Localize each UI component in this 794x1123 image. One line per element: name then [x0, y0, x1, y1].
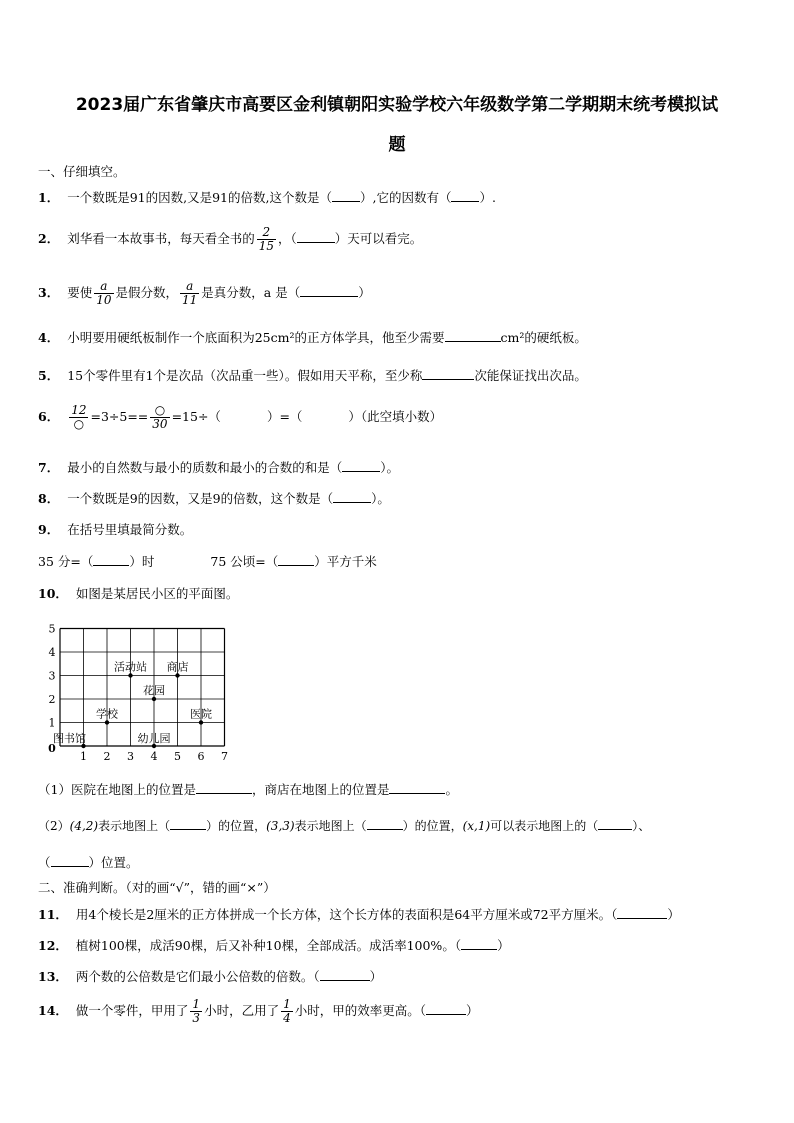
question-text: 在括号里填最简分数。	[67, 522, 193, 537]
question-text: 小时，甲的效率更高。（	[294, 1003, 426, 1018]
question-number: 10．	[38, 586, 68, 601]
document-title-line1: 2023届广东省肇庆市高要区金利镇朝阳实验学校六年级数学第二学期期末统考模拟试	[75, 95, 719, 115]
place-point	[128, 673, 132, 677]
neighborhood-map	[40, 622, 240, 772]
question-text: 刘华看一本故事书，每天看全书的	[67, 231, 255, 246]
question-text: 最小的自然数与最小的质数和最小的合数的和是（	[67, 460, 343, 475]
x-tick-label: 5	[174, 750, 181, 763]
question-text: 小明要用硬纸板制作一个底面积为	[67, 330, 255, 345]
question-text: 35 分=（	[38, 554, 94, 569]
answer-blank[interactable]	[461, 949, 497, 950]
question-11	[38, 905, 680, 923]
question-number: 7．	[38, 460, 60, 475]
section-1-heading: 一、仔细填空。	[38, 164, 126, 179]
place-label: 图书馆	[53, 732, 86, 745]
answer-blank[interactable]	[426, 1014, 466, 1015]
answer-blank[interactable]	[300, 296, 358, 297]
question-6	[38, 404, 442, 431]
area-value: 25cm²	[254, 330, 295, 345]
answer-blank[interactable]	[93, 565, 129, 566]
question-text: 75 公顷=（	[210, 554, 279, 569]
document-title-line2: 题	[388, 135, 406, 155]
x-tick-label: 1	[80, 750, 87, 763]
question-2	[38, 226, 422, 253]
question-text: 表示地图上（	[294, 819, 367, 833]
question-text: ）天可以看完。	[334, 231, 423, 246]
answer-blank[interactable]	[389, 793, 445, 794]
question-9-items	[38, 552, 377, 570]
question-14	[38, 998, 479, 1025]
question-number: 11．	[38, 907, 68, 922]
y-tick-label: 5	[48, 622, 56, 636]
question-text: 可以表示地图上的（	[490, 819, 599, 833]
question-3	[38, 280, 371, 307]
place-point	[175, 673, 179, 677]
answer-blank[interactable]	[320, 980, 370, 981]
fraction: $\frac{12}{○}$	[71, 403, 87, 431]
coordinate: (3,3)	[266, 819, 295, 833]
question-text: 表示地图上（	[98, 819, 171, 833]
question-text: 要使	[67, 285, 93, 300]
question-text: 做一个零件，甲用了	[75, 1003, 189, 1018]
fraction: $\frac{a}{10}$	[96, 279, 112, 307]
place-label: 医院	[190, 707, 212, 721]
question-text: 。	[445, 782, 458, 797]
question-number: 13．	[38, 969, 68, 984]
y-tick-label: 4	[48, 646, 56, 659]
question-7	[38, 458, 399, 476]
question-text: 的正方体学具，他至少需要	[294, 330, 445, 345]
question-text: ）的位置，	[402, 819, 463, 833]
question-number: 4．	[38, 330, 60, 345]
x-tick-label: 6	[197, 750, 205, 763]
question-number: 2．	[38, 231, 60, 246]
fraction: $\frac{1}{4}$	[283, 997, 291, 1025]
coordinate: (x,1)	[462, 819, 491, 833]
question-text: 次能保证找出次品。	[474, 368, 587, 383]
question-text: =15÷（	[171, 409, 221, 424]
fraction: $\frac{2}{15}$	[258, 225, 274, 253]
answer-blank[interactable]	[422, 379, 474, 380]
question-number: 14．	[38, 1003, 68, 1018]
place-point	[105, 720, 109, 724]
question-text: （2）	[38, 819, 70, 833]
place-label: 活动站	[114, 660, 147, 674]
question-text: 的硬纸板。	[524, 330, 587, 345]
x-tick-label: 3	[127, 750, 134, 763]
question-1	[38, 188, 496, 206]
answer-blank[interactable]	[332, 201, 360, 202]
x-tick-label: 4	[150, 750, 158, 763]
y-tick-label: 2	[48, 693, 56, 706]
question-10-2	[38, 817, 650, 834]
answer-blank[interactable]	[342, 471, 380, 472]
question-12	[38, 936, 510, 954]
question-number: 5．	[38, 368, 60, 383]
map-places	[53, 660, 212, 749]
question-text: ）的位置，	[206, 819, 267, 833]
section-2-heading: 二、准确判断。（对的画“√”，错的画“×”）	[38, 880, 276, 895]
question-text: 是假分数，	[115, 285, 179, 300]
question-text: 小时，乙用了	[204, 1003, 280, 1018]
question-text: ）,它的因数有（	[359, 190, 452, 205]
place-point	[152, 697, 156, 701]
question-5	[38, 366, 587, 384]
question-9	[38, 520, 192, 538]
answer-blank[interactable]	[617, 918, 667, 919]
question-number: 6．	[38, 409, 60, 424]
question-text: ）、	[632, 819, 651, 833]
question-text: （1）医院在地图上的位置是	[38, 782, 196, 797]
question-text: ）	[667, 907, 680, 922]
question-text: ）	[369, 969, 383, 984]
answer-blank[interactable]	[170, 829, 206, 830]
question-text: 一个数既是9的因数，又是9的倍数，这个数是（	[67, 491, 334, 506]
question-number: 12．	[38, 938, 68, 953]
question-text: ）	[358, 285, 371, 300]
question-text: ）	[497, 938, 510, 953]
question-text: ）=（	[266, 409, 303, 424]
answer-blank[interactable]	[51, 866, 89, 867]
y-tick-label: 3	[48, 669, 56, 683]
question-10	[38, 584, 238, 602]
answer-blank[interactable]	[333, 502, 371, 503]
question-text: ，商店在地图上的位置是	[251, 782, 390, 797]
question-text: 一个数既是91的因数,又是91的倍数,这个数是（	[67, 190, 332, 205]
question-number: 3．	[38, 285, 60, 300]
answer-blank[interactable]	[297, 242, 335, 243]
question-number: 9．	[38, 522, 60, 537]
question-text: ）（此空填小数）	[348, 409, 443, 424]
question-text: 用4个棱长是2厘米的正方体拼成一个长方体，这个长方体的表面积是64平方厘米或72平方厘米。（	[75, 907, 618, 922]
answer-blank[interactable]	[598, 829, 632, 830]
unit-label: cm²	[500, 330, 525, 345]
question-text: ）.	[479, 190, 496, 205]
question-10-3	[38, 853, 139, 871]
fraction: $\frac{○}{30}$	[152, 403, 168, 431]
question-4	[38, 328, 587, 346]
question-text: 是真分数，a 是（	[201, 285, 301, 300]
question-number: 8．	[38, 491, 60, 506]
question-number: 1．	[38, 190, 60, 205]
question-text: ）。	[371, 491, 390, 506]
y-tick-label: 1	[48, 716, 56, 730]
question-10-1	[38, 780, 458, 798]
place-label: 花园	[143, 684, 165, 697]
place-point	[199, 720, 203, 724]
question-13	[38, 967, 382, 985]
question-text: 植树100棵，成活90棵，后又补种10棵，全部成活。成活率100%。（	[75, 938, 462, 953]
fraction: $\frac{a}{11}$	[182, 279, 198, 307]
question-8	[38, 489, 390, 507]
question-text: 两个数的公倍数是它们最小公倍数的倍数。（	[75, 969, 320, 984]
origin-label: 0	[48, 742, 56, 755]
answer-blank[interactable]	[451, 201, 479, 202]
question-text: ）平方千米	[314, 554, 377, 569]
answer-blank[interactable]	[445, 341, 501, 342]
place-label: 学校	[96, 707, 118, 721]
question-text: （	[38, 855, 51, 870]
answer-blank[interactable]	[196, 793, 252, 794]
question-text: ）。	[380, 460, 399, 475]
coordinate: (4,2)	[69, 819, 99, 833]
answer-blank[interactable]	[367, 829, 403, 830]
question-text: =3÷5==	[90, 409, 149, 424]
question-text: 如图是某居民小区的平面图。	[75, 586, 239, 601]
question-text: ）	[465, 1003, 479, 1018]
question-text: ，（	[278, 231, 297, 246]
x-tick-label: 7	[221, 750, 228, 763]
answer-blank[interactable]	[278, 565, 314, 566]
question-text: ）位置。	[88, 855, 139, 870]
place-label: 幼儿园	[137, 732, 171, 745]
question-text: 15个零件里有1个是次品（次品重一些）。假如用天平称，至少称	[67, 368, 423, 383]
question-text: ）时	[129, 554, 155, 569]
x-tick-label: 2	[103, 750, 111, 763]
place-label: 商店	[166, 660, 189, 674]
fraction: $\frac{1}{3}$	[192, 997, 201, 1025]
